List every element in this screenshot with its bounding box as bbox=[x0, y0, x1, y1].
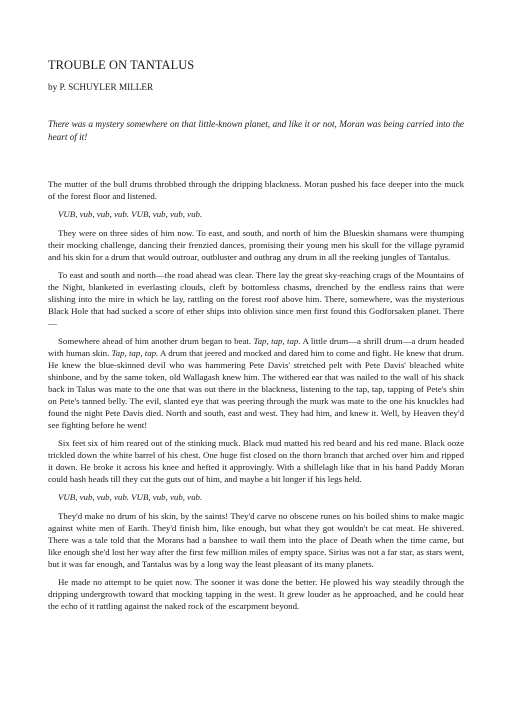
drum-sound-inline: Tap, tap, tap. bbox=[253, 336, 301, 347]
paragraph-3: They were on three sides of him now. To east, and south, and north of him the Blueskin shamans were thumping their mocking challenge, dancing their frenzied dances, promising their young men his skull for the village pyramid and his skin for a drum that would outroar, outbluster and outbrag any drum in all the reeking jungles of Tantalus. bbox=[48, 227, 464, 262]
story-title: TROUBLE ON TANTALUS bbox=[48, 58, 195, 72]
story-body bbox=[48, 179, 464, 619]
paragraph-6: Six feet six of him reared out of the stinking muck. Black mud matted his red beard and his red mane. Black ooze trickled down the white barrel of his chest. One huge fist closed on the thorn branch that arched over him and ripped it down. He broke it across his knee and hefted it approvingly. With a shillelagh like that in his hand Paddy Moran could bash heads till they cut the guts out of him, and maybe a bit longer if his legs held. bbox=[48, 438, 464, 484]
story-blurb: There was a mystery somewhere on that little-known planet, and like it or not, Moran was being carried into the heart of it! bbox=[48, 119, 464, 143]
drum-beat-line-1: VUB, vub, vub, vub. VUB, vub, vub, vub. bbox=[58, 209, 203, 220]
paragraph-1: The mutter of the bull drums throbbed through the dripping blackness. Moran pushed his face deeper into the muck of the forest floor and listened. bbox=[48, 179, 464, 201]
paragraph-5: Somewhere ahead of him another drum began to beat. Tap, tap, tap. A little drum—a shrill drum—a drum headed with human skin. Tap, tap, tap. A drum that jeered and mocked and dared him to come and fight. He knew that drum. He knew the blue-skinned devil who was hammering Pete Davis' stretched pelt with Pete Davis' bleached white shinbone, and by the same token, old Wallagash knew him. The withered ear that was nailed to the wall of his shack back in Talus was mate to the one that was out there in the blackness, listening to the tap, tap, tapping of Pete's shin on Pete's tanned belly. The evil, slanted eye that was peering through the murk was mate to the one his knuckles had found the night Pete Davis died. North and south, east and west. They had him, and knew it. Well, by Heaven they'd see fighting before he went! bbox=[48, 336, 464, 430]
paragraph-8: They'd make no drum of his skin, by the saints! They'd carve no obscene runes on his boiled shins to make magic against white men of Earth. They'd finish him, like enough, but what they got wouldn't be cat meat. He shivered. There was a tale told that the Morans had a banshee to wail them into the place of Death when the time came, but like enough she'd lost her way after the first few million miles of empty space. Sirius was not a far star, as stars went, but it was far enough, and Tantalus was by a long way the least pleasant of its many planets. bbox=[48, 510, 464, 569]
drum-beat-line-2: VUB, vub, vub, vub. VUB, vub, vub, vub. bbox=[58, 492, 203, 503]
author-byline: by P. SCHUYLER MILLER bbox=[48, 82, 154, 92]
paragraph-9: He made no attempt to be quiet now. The sooner it was done the better. He plowed his way steadily through the dripping undergrowth toward that mocking tapping in the west. It grew louder as he approached, and he could hear the echo of it rattling against the naked rock of the escarpment beyond. bbox=[48, 577, 464, 611]
paragraph-4: To east and south and north—the road ahead was clear. There lay the great sky-reaching crags of the Mountains of the Night, blanketed in everlasting clouds, cleft by bottomless chasms, drenched by the endless rains that were slishing into the mire in which he lay, rattling on the forest roof above him. There, somewhere, was the mysterious Black Hole that had sucked a score of ether ships into oblivion since men first found this Godforsaken planet. There— bbox=[48, 270, 464, 328]
drum-sound-inline: Tap, tap, tap. bbox=[111, 348, 159, 359]
